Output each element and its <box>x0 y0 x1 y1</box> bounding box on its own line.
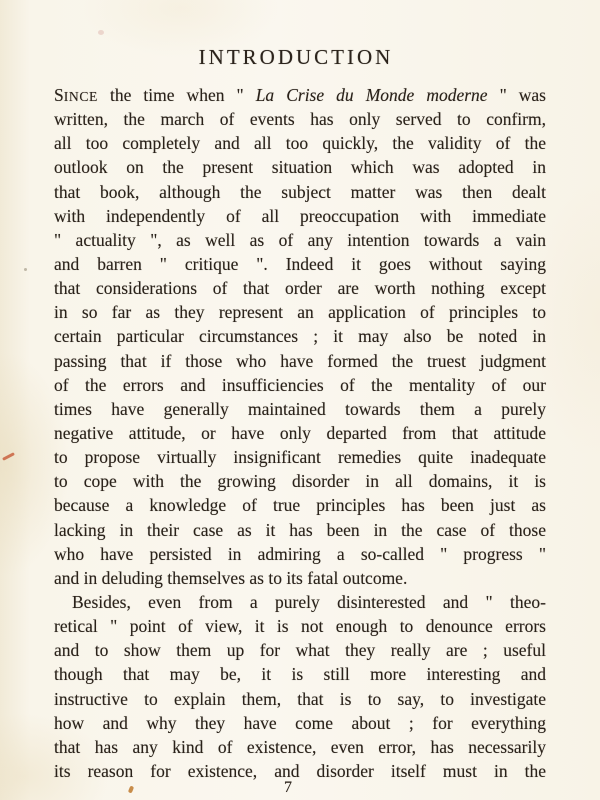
text-line: certain particular circumstances ; it may also be noted in <box>54 326 546 347</box>
text-line: to cope with the growing disorder in all domains, it is <box>54 471 546 492</box>
scan-speck <box>2 452 15 461</box>
text-line: that considerations of that order are worth nothing except <box>54 278 546 299</box>
text-line: in so far as they represent an application of principles to <box>54 302 546 323</box>
text-line: all too completely and all too quickly, the validity of the <box>54 133 546 154</box>
text-line: " actuality ", as well as of any intention towards a vain <box>54 229 546 250</box>
page-heading: INTRODUCTION <box>198 45 394 70</box>
text-line: who have persisted in admiring a so-called " progress " <box>54 543 546 564</box>
text-line: and in deluding themselves as to its fatal outcome. <box>54 567 408 588</box>
text-line: lacking in their case as it has been in the case of those <box>54 519 546 540</box>
text-line: that has any kind of existence, even error, has necessarily <box>54 736 546 757</box>
text-line: negative attitude, or have only departed from that attitude <box>54 422 546 443</box>
text-line: Besides, even from a purely disinterested and " theo- <box>72 591 546 612</box>
text-line: retical " point of view, it is not enough to denounce errors <box>54 616 546 637</box>
text-line: SINCE the time when " La Crise du Monde moderne " was <box>54 85 546 105</box>
page-number: 7 <box>284 779 292 796</box>
text-line: to propose virtually insignificant remedies quite inadequate <box>54 447 546 468</box>
text-line: passing that if those who have formed the truest judgment <box>54 350 546 371</box>
text-line: outlook on the present situation which was adopted in <box>54 157 546 178</box>
text-line: times have generally maintained towards them a purely <box>54 398 546 419</box>
scan-speck <box>24 268 27 271</box>
text-line: that book, although the subject matter was then dealt <box>54 181 546 202</box>
text-line: how and why they have come about ; for everything <box>54 712 546 733</box>
text-line: written, the march of events has only served to confirm, <box>54 109 546 130</box>
text-line: instructive to explain them, that is to say, to investigate <box>54 688 546 709</box>
text-line: of the errors and insufficiencies of the mentality of our <box>54 374 546 395</box>
text-line: and to show them up for what they really are ; useful <box>54 640 546 661</box>
text-line: with independently of all preoccupation with immediate <box>54 205 546 226</box>
text-line: though that may be, it is still more interesting and <box>54 664 546 685</box>
text-line: because a knowledge of true principles has been just as <box>54 495 546 516</box>
text-line: and barren " critique ". Indeed it goes without saying <box>54 253 546 274</box>
text-block <box>54 83 546 783</box>
scan-speck <box>98 30 104 35</box>
text-line: its reason for existence, and disorder itself must in the <box>54 760 546 781</box>
